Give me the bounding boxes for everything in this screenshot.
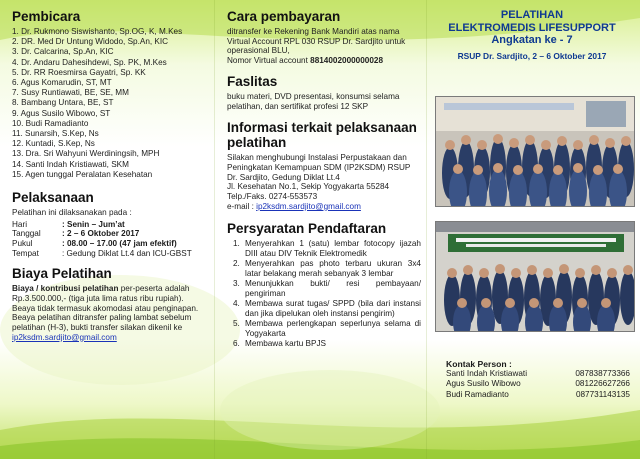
pelaksanaan-intro: Pelatihan ini dilaksanakan pada : (12, 208, 132, 218)
contact-row (446, 390, 630, 400)
cara-text: ditransfer ke Rekening Bank Mandiri atas nama Virtual Account RPL 030 RSUP Dr. Sardjito untuk operasional BLU, (227, 27, 406, 56)
contact-row (446, 379, 630, 389)
schedule-table (12, 220, 207, 258)
schedule-key: Tempat (12, 248, 39, 258)
group-photo-1 (435, 96, 635, 207)
speaker-item: 11. Sunarsih, S.Kep, Ns (12, 129, 99, 139)
speaker-item: 1. Dr. Rukmono Siswishanto, Sp.OG, K, M.Kes (12, 27, 183, 36)
biaya-heading: Biaya Pelatihan (12, 266, 112, 282)
biaya-paragraph-1 (12, 284, 207, 303)
requirement-item (227, 279, 421, 298)
requirement-item (227, 339, 421, 349)
informasi-line: Silakan menghubungi Instalasi Perpustakaan dan Peningkatan Kemampuan SDM (IP2KSDM) RSUP Dr. Sardjito, Gedung Diklat Lt.4 (227, 153, 411, 182)
schedule-key: Pukul (12, 238, 33, 248)
speaker-item: 3. Dr. Calcarina, Sp.An, KIC (12, 47, 114, 57)
va-number: 8814002000000028 (310, 56, 383, 66)
schedule-key: Hari (12, 219, 28, 229)
speaker-item: 10. Budi Ramadianto (12, 118, 89, 128)
schedule-value: : 08.00 – 17.00 (47 jam efektif) (62, 238, 177, 248)
cara-heading: Cara pembayaran (227, 9, 341, 24)
schedule-value: : Senin – Jum’at (62, 219, 125, 229)
schedule-value: : 2 – 6 Oktober 2017 (62, 229, 140, 239)
middle-panel (215, 0, 427, 459)
speaker-item: 6. Agus Komarudin, ST, MT (12, 78, 112, 88)
schedule-row (12, 239, 207, 249)
requirement-text: Membawa perlengkapan seperlunya selama di Yogyakarta (245, 319, 421, 338)
requirement-item (227, 239, 421, 258)
cover-title (432, 9, 632, 61)
fasilitas-text: buku materi, DVD presentasi, konsumsi selama pelatihan, dan sertifikat profesi 12 SKP (227, 91, 400, 111)
contact-name: Agus Susilo Wibowo (446, 379, 521, 389)
title-line-2: ELEKTROMEDIS LIFESUPPORT (448, 21, 616, 34)
contact-phone[interactable]: 087731143135 (575, 389, 630, 399)
biaya-label: Biaya / kontribusi pelatihan (12, 284, 119, 294)
speaker-item: 4. Dr. Andaru Dahesihdewi, Sp. PK, M.Kes (12, 57, 167, 67)
requirement-text: Menyerahkan 1 (satu) lembar fotocopy ijazah DIII atau DIV Teknik Elektromedik (245, 239, 421, 258)
speaker-item: 5. Dr. RR Roesmirsa Gayatri, Sp. KK (12, 67, 146, 77)
schedule-row (12, 249, 207, 259)
requirement-text: Menunjukkan bukti/ resi pembayaan/ pengiriman (245, 279, 421, 298)
kontak-heading: Kontak Person : (446, 359, 512, 369)
biaya-amount: per-peserta adalah Rp.3.500.000,- (tiga juta lima ratus ribu rupiah). (12, 284, 190, 303)
title-venue: RSUP Dr. Sardjito, 2 – 6 Oktober 2017 (457, 51, 607, 61)
informasi-email-label: e-mail : (227, 201, 257, 211)
requirement-number: 5. (233, 319, 240, 329)
contact-row (446, 369, 630, 379)
requirement-number: 4. (233, 299, 240, 309)
speaker-item: 14. Santi Indah Kristiawati, SKM (12, 159, 129, 169)
informasi-email-link[interactable]: ip2ksdm.sardjito@gmail.com (256, 201, 361, 211)
requirement-item (227, 319, 421, 338)
schedule-value: : Gedung Diklat Lt.4 dan ICU-GBST (62, 248, 192, 258)
title-line-3: Angkatan ke - 7 (491, 34, 573, 46)
informasi-heading: Informasi terkait pelaksanaan pelatihan (227, 120, 417, 151)
informasi-lines (227, 153, 421, 202)
right-panel (427, 0, 640, 459)
va-label: Nomor Virtual account (227, 56, 311, 66)
contact-name: Santi Indah Kristiawati (446, 369, 528, 378)
virtual-account (227, 56, 421, 66)
title-line-1: PELATIHAN (500, 9, 564, 21)
informasi-line: Telp./Faks. 0274-553573 (227, 192, 318, 202)
schedule-row (12, 229, 207, 239)
requirement-text: Menyerahkan pas photo terbaru ukuran 3x4 latar belakang merah sebanyak 3 lembar (245, 259, 421, 278)
informasi-line: Jl. Kesehatan No.1, Sekip Yogyakarta 55284 (227, 182, 390, 192)
pembicara-heading: Pembicara (12, 9, 81, 24)
speaker-item: 9. Agus Susilo Wibowo, ST (12, 108, 111, 118)
requirement-number: 1. (233, 239, 240, 249)
pelaksanaan-heading: Pelaksanaan (12, 190, 94, 206)
schedule-row (12, 220, 207, 230)
biaya-paragraph-2: Beaya tidak termasuk akomodasi atau penginapan. (12, 303, 199, 313)
contact-phone[interactable]: 081226627266 (575, 379, 630, 389)
speaker-item: 13. Dra. Sri Wahyuni Werdiningsih, MPH (12, 149, 160, 159)
speaker-item: 8. Bambang Untara, BE, ST (12, 98, 114, 108)
biaya-paragraph-3 (12, 313, 207, 342)
biaya-email-link[interactable]: ip2ksdm.sardjito@gmail.com (12, 332, 117, 342)
speaker-list (12, 27, 207, 180)
informasi-email (227, 202, 421, 212)
requirement-text: Membawa kartu BPJS (245, 339, 326, 349)
contact-phone[interactable]: 087838773366 (575, 369, 630, 378)
schedule-key: Tanggal (12, 229, 41, 239)
requirement-number: 6. (233, 339, 240, 349)
fasilitas-heading: Faslitas (227, 73, 278, 89)
speaker-item: 12. Kuntadi, S.Kep, Ns (12, 139, 95, 149)
requirement-number: 3. (233, 279, 240, 289)
contact-list (432, 369, 632, 400)
speaker-item: 7. Susy Runtiawati, BE, SE, MM (12, 88, 129, 98)
speaker-item: 2. DR. Med Dr Untung Widodo, Sp.An, KIC (12, 37, 169, 47)
requirement-item (227, 299, 421, 318)
requirements-list (227, 239, 421, 349)
requirement-text: Membawa surat tugas/ SPPD (bila dari instansi dan jika dipelukan oleh instansi pengirim) (245, 299, 421, 318)
contact-name: Budi Ramadianto (446, 389, 509, 399)
requirement-number: 2. (233, 259, 240, 269)
requirement-item (227, 259, 421, 278)
left-panel (0, 0, 215, 459)
speaker-item: 15. Agen tunggal Peralatan Kesehatan (12, 169, 153, 179)
group-photo-2 (435, 221, 635, 332)
persyaratan-heading: Persyaratan Pendaftaran (227, 221, 387, 237)
biaya-transfer-note: Beaya pelatihan ditransfer paling lambat sebelum pelatihan (H-3), bukti transfer silakan dikenil ke (12, 313, 192, 332)
